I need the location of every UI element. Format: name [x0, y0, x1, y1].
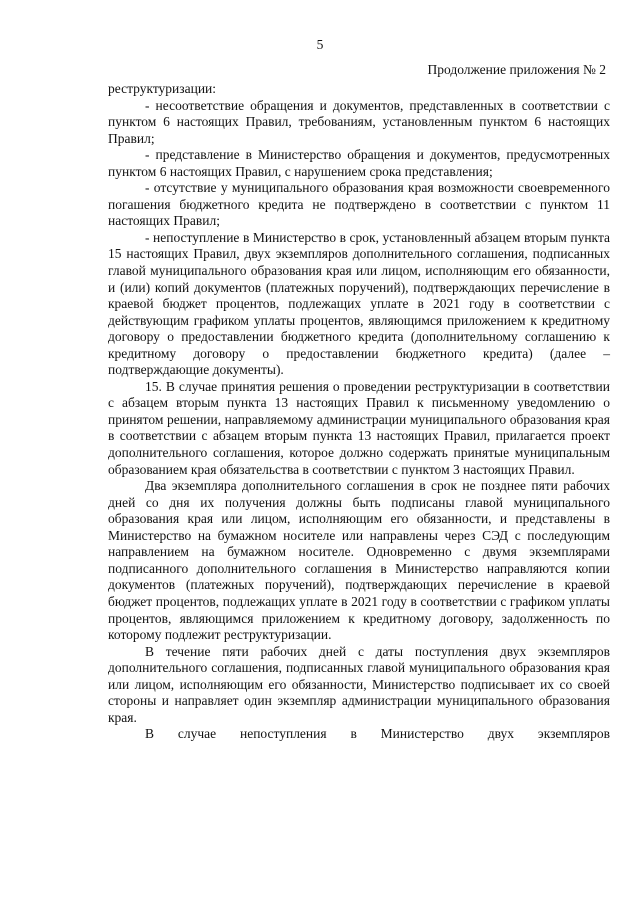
paragraph-ministry-signing: В течение пяти рабочих дней с даты поступления двух экземпляров дополнительного соглашения, подписанных главой муниципального образования края или лицом, исполняющим его обязанности, Министерство подписывает их со своей стороны и направляет один экземпляр администрации муниципального образования края.: [108, 643, 610, 725]
paragraph-two-copies: Два экземпляра дополнительного соглашения в срок не позднее пяти рабочих дней со дня их получения должны быть подписаны главой муниципального образования края или лицом, исполняющим его обязанности, и представлены в Министерство на бумажном носителе или направлены через СЭД с последующим направлением на бумажном носителе. Одновременно с двумя экземплярами подписанного дополнительного соглашения в Министерство направляются копии документов (платежных поручений), подтверждающих перечисление в краевой бюджет процентов, подлежащих уплате в 2021 году в соответствии с графиком уплаты процентов, являющимся приложением к кредитному договору, задолженность по которому подлежит реструктуризации.: [108, 478, 610, 643]
document-body: [108, 81, 610, 743]
list-item-non-receipt: - непоступление в Министерство в срок, установленный абзацем вторым пункта 15 настоящих Правил, двух экземпляров дополнительного соглашения, подписанных главой муниципального образования края или лицом, исполняющим его обязанности, и (или) копий документов (платежных поручений), подтверждающих перечисление в краевой бюджет процентов, подлежащих уплате в 2021 году в соответствии с действующим графиком уплаты процентов, являющимся приложением к кредитному договору о предоставлении бюджетного кредита (дополнительному соглашению к кредитному договору о предоставлении бюджетного кредита) (далее – подтверждающие документы).: [108, 229, 610, 378]
paragraph-non-receipt-case: В случае непоступления в Министерство двух экземпляров: [145, 726, 610, 742]
list-item-late-submission: - представление в Министерство обращения и документов, предусмотренных пунктом 6 настоящих Правил, с нарушением срока представления;: [108, 147, 610, 179]
page-number: 5: [316, 37, 324, 52]
list-item-noncompliance: - несоответствие обращения и документов, представленных в соответствии с пунктом 6 настоящих Правил, требованиям, установленным пунктом 6 настоящих Правил;: [108, 97, 610, 146]
appendix-continuation-note: Продолжение приложения № 2: [427, 62, 606, 77]
paragraph-restructuring-tail: реструктуризации:: [108, 81, 217, 96]
paragraph-clause-15: 15. В случае принятия решения о проведении реструктуризации в соответствии с абзацем вторым пункта 13 настоящих Правил к письменному уведомлению о принятом решении, направляемому администрации муниципального образования края в соответствии с абзацем вторым пункта 13 настоящих Правил, прилагается проект дополнительного соглашения, которое должно содержать принятые муниципальным образованием края обязательства в соответствии с пунктом 3 настоящих Правил.: [108, 378, 610, 477]
list-item-no-repayment-capacity: - отсутствие у муниципального образования края возможности своевременного погашения бюджетного кредита не подтверждено в соответствии с пунктом 11 настоящих Правил;: [108, 180, 610, 229]
